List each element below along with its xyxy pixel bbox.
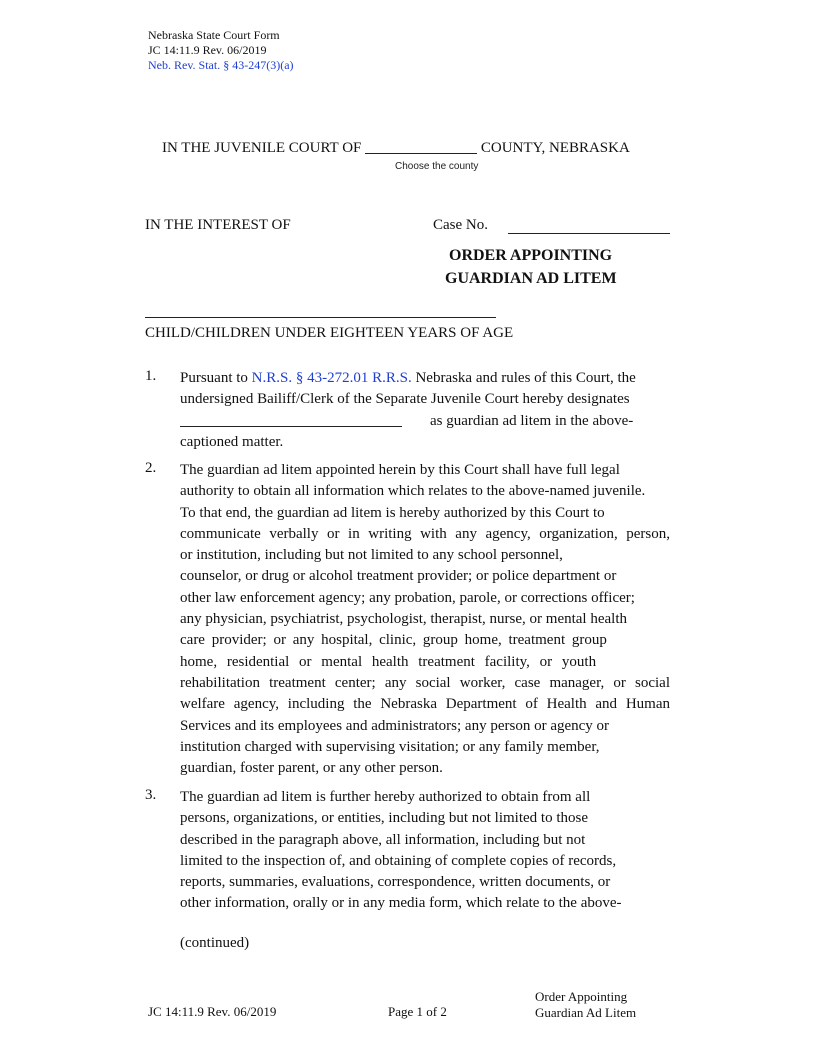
interest-label: IN THE INTEREST OF: [145, 217, 291, 233]
county-hint: Choose the county: [395, 161, 479, 172]
footer-title-line2: Guardian Ad Litem: [535, 1005, 637, 1020]
paragraph-2-line: welfare agency, including the Nebraska Department of Health and Human: [180, 696, 670, 713]
court-line: [162, 139, 630, 157]
paragraph-1-line-2: undersigned Bailiff/Clerk of the Separate Juvenile Court hereby designates: [180, 391, 630, 408]
paragraph-2-line: authority to obtain all information which relates to the above-named juvenile.: [180, 483, 646, 500]
paragraph-2-line: institution charged with supervising visitation; or any family member,: [180, 738, 600, 755]
paragraph-3-line: reports, summaries, evaluations, correspondence, written documents, or: [180, 874, 611, 891]
paragraph-2-line: communicate verbally or in writing with any agency, organization, person,: [180, 525, 670, 542]
paragraph-2-line: guardian, foster parent, or any other person.: [180, 760, 443, 777]
paragraph-2: [180, 460, 670, 779]
nrs-statute-link[interactable]: N.R.S. § 43-272.01 R.R.S.: [251, 370, 412, 386]
paragraph-3-line: limited to the inspection of, and obtaining of complete copies of records,: [180, 852, 617, 869]
court-suffix: COUNTY, NEBRASKA: [480, 140, 630, 156]
guardian-name-field[interactable]: [180, 412, 402, 427]
paragraph-2-line: Services and its employees and administrators; any person or agency or: [180, 717, 610, 734]
order-title-line2: GUARDIAN AD LITEM: [445, 270, 617, 287]
paragraph-2-line: other law enforcement agency; any probation, parole, or corrections officer;: [180, 589, 635, 606]
children-label: CHILD/CHILDREN UNDER EIGHTEEN YEARS OF AGE: [145, 325, 514, 341]
paragraph-2-line: To that end, the guardian ad litem is hereby authorized by this Court to: [180, 504, 605, 521]
paragraph-2-line: rehabilitation treatment center; any social worker, case manager, or social: [180, 674, 670, 691]
footer-title: [535, 989, 636, 1021]
court-prefix: IN THE: [162, 140, 211, 156]
child-name-field[interactable]: [145, 302, 496, 318]
paragraph-3-number: 3.: [145, 787, 157, 803]
paragraph-2-number: 2.: [145, 460, 157, 476]
paragraph-3-line: described in the paragraph above, all information, including but not: [180, 831, 586, 848]
paragraph-3-line: The guardian ad litem is further hereby authorized to obtain from all: [180, 789, 591, 805]
continued-note: (continued): [180, 935, 250, 951]
footer-title-line1: Order Appointing: [535, 989, 628, 1004]
paragraph-2-line: The guardian ad litem appointed herein by this Court shall have full legal: [180, 462, 620, 478]
paragraph-3: [180, 787, 670, 915]
court-name-select[interactable]: JUVENILE COURT OF: [214, 140, 362, 156]
paragraph-1-number: 1.: [145, 368, 157, 384]
paragraph-2-line: any physician, psychiatrist, psychologist, therapist, nurse, or mental health: [180, 611, 627, 628]
case-label: Case No.: [433, 217, 488, 233]
footer-form-id: JC 14:11.9 Rev. 06/2019: [148, 1004, 277, 1019]
paragraph-1-line-1: Pursuant to N.R.S. § 43-272.01 R.R.S. Nebraska and rules of this Court, the: [180, 370, 636, 386]
statute-link[interactable]: Neb. Rev. Stat. § 43-247(3)(a): [148, 58, 294, 72]
form-header-line2: JC 14:11.9 Rev. 06/2019: [148, 43, 267, 57]
paragraph-1-line-3: as guardian ad litem in the above-: [180, 411, 670, 432]
paragraph-3-line: persons, organizations, or entities, including but not limited to those: [180, 810, 589, 827]
order-title-line1: ORDER APPOINTING: [449, 247, 613, 264]
form-header-line1: Nebraska State Court Form: [148, 28, 280, 42]
paragraph-1-line-4: captioned matter.: [180, 433, 284, 450]
case-number-field[interactable]: [508, 218, 670, 234]
footer-page-number: Page 1 of 2: [388, 1004, 447, 1019]
paragraph-2-line: care provider; or any hospital, clinic, group home, treatment group: [180, 632, 607, 649]
paragraph-1: [180, 368, 670, 453]
paragraph-2-line: counselor, or drug or alcohol treatment provider; or police department or: [180, 568, 617, 585]
paragraph-2-line: or institution, including but not limited to any school personnel,: [180, 547, 563, 564]
paragraph-3-line: other information, orally or in any media form, which relate to the above-: [180, 895, 622, 912]
paragraph-2-line: home, residential or mental health treatment facility, or youth: [180, 653, 597, 670]
county-field[interactable]: [365, 139, 477, 154]
